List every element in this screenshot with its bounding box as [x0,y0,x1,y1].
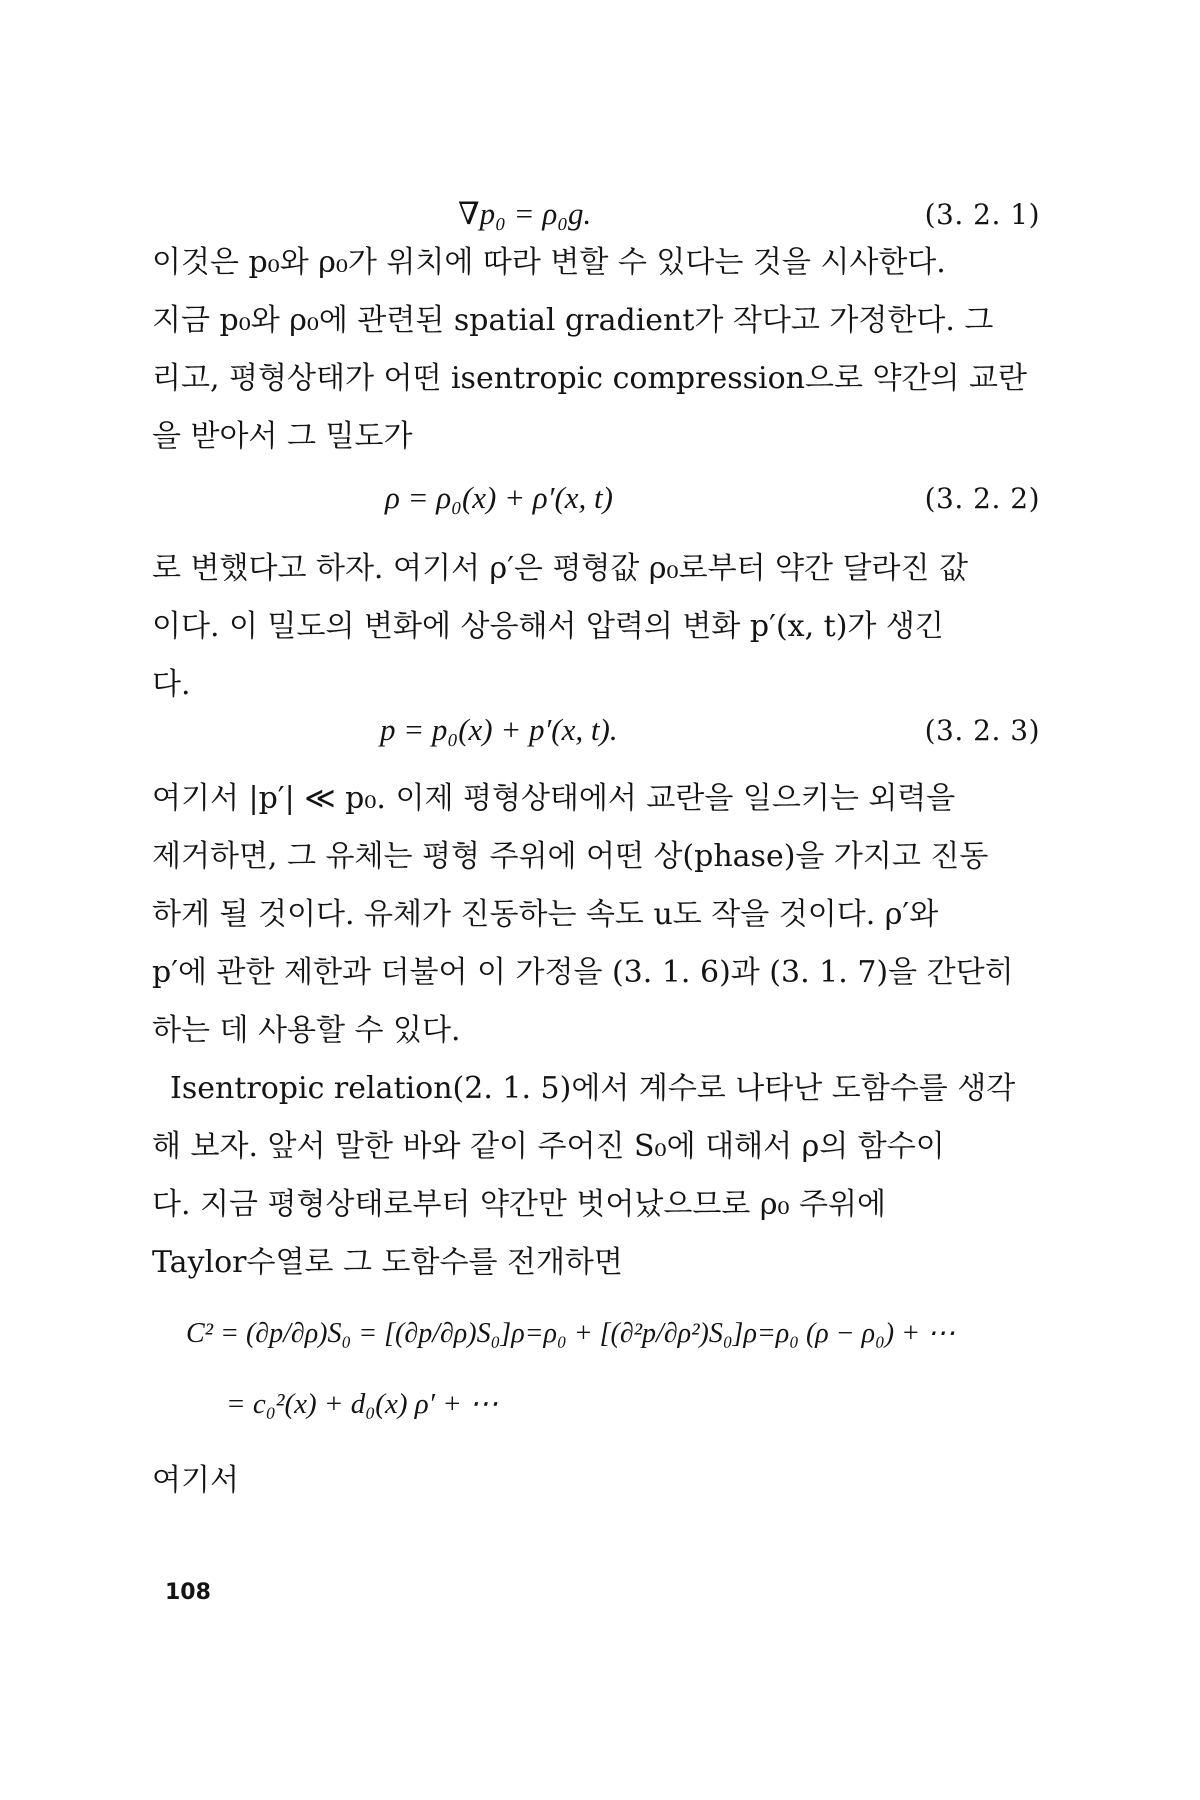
text-line: 을 받아서 그 밀도가 [152,419,413,454]
text-line: p′에 관한 제한과 더불어 이 가정을 (3. 1. 6)과 (3. 1. 7)을 간단히 [152,955,1014,990]
text-line: 리고, 평형상태가 어떤 isentropic compression으로 약간의 교란 [152,361,1027,396]
text-line: 이것은 p₀와 ρ₀가 위치에 따라 변할 수 있다는 것을 시사한다. [152,245,946,280]
equation-3-2-2: ρ = ρ₀(x) + ρ′(x, t) [385,480,613,515]
text-line: 해 보자. 앞서 말한 바와 같이 주어진 S₀에 대해서 ρ의 함수이 [152,1129,945,1164]
paragraph [152,234,1040,466]
text-line: Taylor수열로 그 도함수를 전개하면 [152,1245,623,1280]
text-line: 다. [152,667,191,702]
text-line: 로 변했다고 하자. 여기서 ρ′은 평형값 ρ₀로부터 약간 달라진 값 [152,551,969,586]
text-line: 여기서 |p′| ≪ p₀. 이제 평형상태에서 교란을 일으키는 외력을 [152,781,956,816]
equation-3-2-1: ∇p₀ = ρ₀g. [458,196,592,231]
paragraph [152,770,1040,1060]
text-line: 여기서 [152,1463,239,1498]
equation-number: (3. 2. 1) [924,198,1040,231]
text-line: 다. 지금 평형상태로부터 약간만 벗어났으므로 ρ₀ 주위에 [152,1187,886,1222]
text-line: Isentropic relation(2. 1. 5)에서 계수로 나타난 도함수를 생각 [170,1071,1016,1106]
equation-number: (3. 2. 3) [924,714,1040,747]
text-line: 하게 될 것이다. 유체가 진동하는 속도 u도 작을 것이다. ρ′와 [152,897,939,932]
paragraph [152,540,1040,714]
text-line: 지금 p₀와 ρ₀에 관련된 spatial gradient가 작다고 가정한다. 그 [152,303,994,338]
equation-taylor-expansion: C² = (∂p/∂ρ)S₀ = [(∂p/∂ρ)S₀]ρ=ρ₀ + [(∂²p/∂ρ²)S₀]ρ=ρ₀ (ρ − ρ₀) + ⋯ [186,1318,956,1349]
text-line: 하는 데 사용할 수 있다. [152,1013,461,1048]
equation-number: (3. 2. 2) [924,482,1040,515]
page-number: 108 [165,1580,211,1605]
paragraph [152,1452,1040,1510]
text-line: 제거하면, 그 유체는 평형 주위에 어떤 상(phase)을 가지고 진동 [152,839,989,874]
equation-3-2-3: p = p₀(x) + p′(x, t). [380,712,618,747]
text-line: 이다. 이 밀도의 변화에 상응해서 압력의 변화 p′(x, t)가 생긴 [152,609,944,644]
paragraph [152,1060,1040,1292]
equation-taylor-expansion-line2: = c₀²(x) + d₀(x) ρ′ + ⋯ [226,1388,499,1420]
